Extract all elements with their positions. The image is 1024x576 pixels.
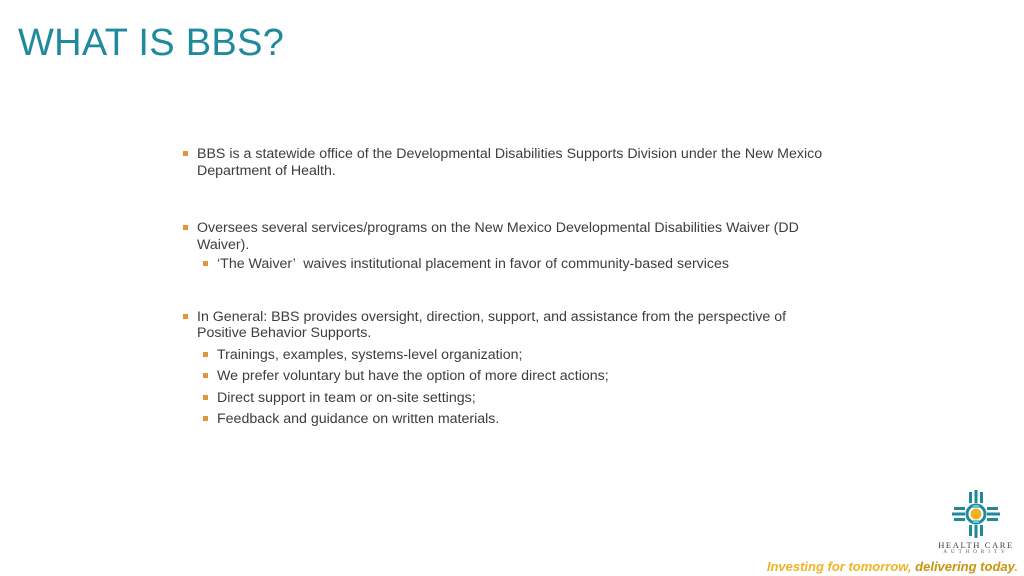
health-care-authority-logo xyxy=(930,490,1022,560)
footer-tagline xyxy=(767,559,1018,574)
zia-sun-logo-icon xyxy=(952,490,1000,538)
sub-bullet-text: ‘The Waiver’ waives institutional placement in favor of community-based services xyxy=(217,256,730,272)
sub-bullet-item xyxy=(183,411,823,428)
square-bullet-icon xyxy=(203,416,208,421)
tagline-part2: delivering today xyxy=(915,559,1015,574)
sub-bullet-item xyxy=(183,390,823,407)
square-bullet-icon xyxy=(183,225,188,230)
sub-bullet-text: We prefer voluntary but have the option of more direct actions; xyxy=(217,368,609,384)
sub-bullet-item xyxy=(183,368,823,385)
square-bullet-icon xyxy=(203,373,208,378)
tagline-end: . xyxy=(1014,559,1018,574)
square-bullet-icon xyxy=(203,352,208,357)
sub-bullet-item xyxy=(183,256,823,273)
bullet-text: Oversees several services/programs on the New Mexico Developmental Disabilities Waiver (DD Waiver). xyxy=(197,220,799,253)
bullet-item-1 xyxy=(183,146,823,179)
bullet-item-2 xyxy=(183,220,823,253)
sub-bullet-text: Direct support in team or on-site settings; xyxy=(217,389,476,406)
tagline-part1: Investing for tomorrow, xyxy=(766,559,916,574)
bullet-text: In General: BBS provides oversight, direction, support, and assistance from the perspective of Positive Behavior Supports. xyxy=(197,308,787,341)
bullet-list xyxy=(183,146,823,428)
sub-bullet-text: Trainings, examples, systems-level organization; xyxy=(217,346,523,363)
square-bullet-icon xyxy=(183,314,188,319)
slide-title: WHAT IS BBS? xyxy=(18,22,285,64)
bullet-item-3 xyxy=(183,309,823,342)
sub-bullet-text: Feedback and guidance on written materials. xyxy=(217,411,500,427)
sub-bullet-item xyxy=(183,347,823,364)
logo-name: HEALTH CARE xyxy=(938,540,1014,550)
square-bullet-icon xyxy=(203,261,208,266)
bullet-text: BBS is a statewide office of the Developmental Disabilities Supports Division under the New Mexico Department of Health. xyxy=(197,146,823,179)
square-bullet-icon xyxy=(203,395,208,400)
square-bullet-icon xyxy=(183,151,188,156)
logo-subtitle: AUTHORITY xyxy=(943,550,1009,555)
